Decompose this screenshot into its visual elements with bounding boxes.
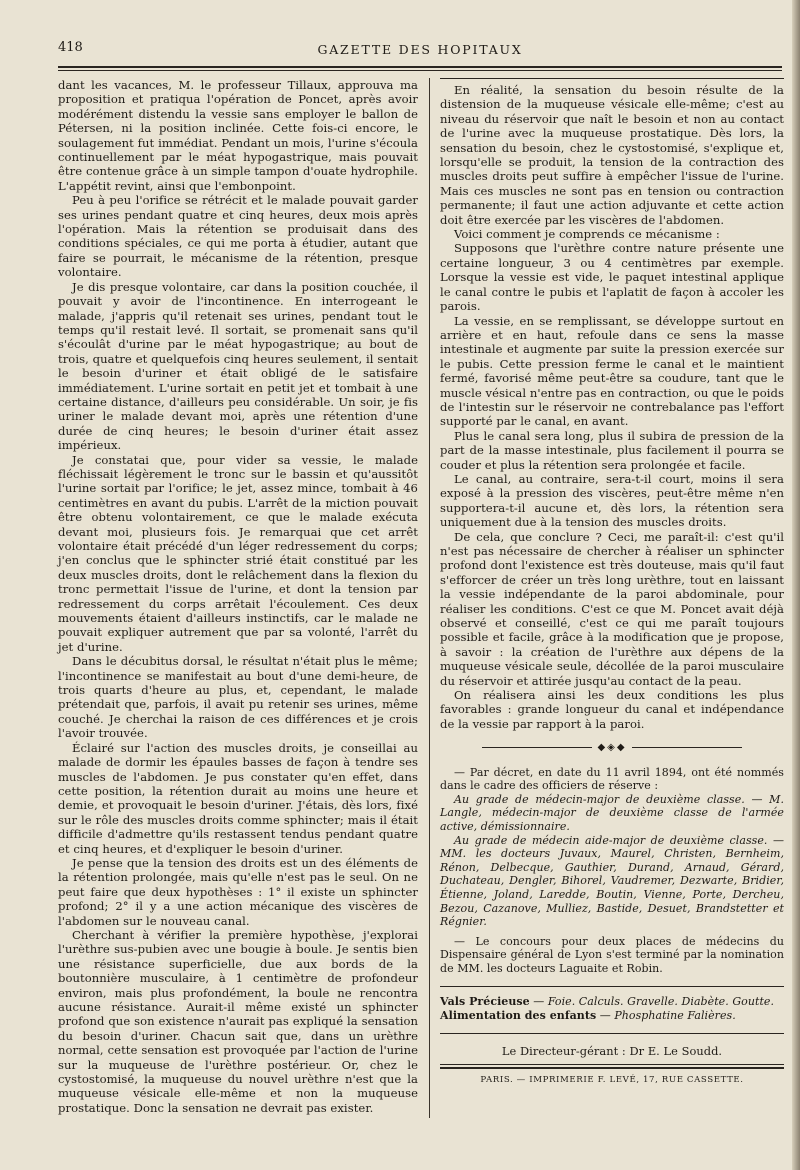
page-number: 418 (58, 40, 83, 55)
paragraph: Éclairé sur l'action des muscles droits, je conseillai au malade de dormir les épaules basses de façon à tendre ses muscles de l'abdomen. Je pus constater qu'en effet, dans cette position, la rétention durait au moins une heure et demie, et provoquait le besoin d'uriner. J'étais, dès lors, fixé sur le rôle des muscles droits comme sphincter; mais il était difficile d'admettre qu'ils restassent tendus pendant quatre et cinq heures, et d'expliquer le besoin d'uriner. (58, 740, 418, 856)
paragraph: La vessie, en se remplissant, se développe surtout en arrière et en haut, refoule dans ce sens la masse intestinale et augmente par suite la pression exercée sur le pubis. Cette pression ferme le canal et le maintient fermé, favorisé même peut-être sa coudure, tant que le muscle vésical n'entre pas en contraction, ou que le poids de l'intestin sur le réservoir ne contrebalance pas l'effort supporté par le canal, en avant. (440, 313, 784, 429)
paragraph: Plus le canal sera long, plus il subira de pression de la part de la masse intestinale, plus facilement il pourra se couder et plus la rétention sera prolongée et facile. (440, 428, 784, 472)
paragraph: Je dis presque volontaire, car dans la position couchée, il pouvait y avoir de l'incontinence. En interrogeant le malade, j'appris qu'il retenait ses urines, pendant tout le temps qu'il restait levé. Il sortait, se promenait sans qu'il s'écoulât d'urine par le méat hypogastrique; au bout de trois, quatre et quelquefois cinq heures seulement, il sentait le besoin d'uriner et était obligé de le satisfaire immédiatement. L'urine sortait en petit jet et tombait à une certaine distance, d'ailleurs peu considérable. Un soir, je fis uriner le malade devant moi, après une rétention d'une durée de cinq heures; le besoin d'uriner était assez impérieux. (58, 279, 418, 453)
news-item: Au grade de médecin aide-major de deuxième classe. — MM. les docteurs Juvaux, Maurel, Christen, Bernheim, Rénon, Delbecque, Gauthier, Durand, Arnaud, Gérard, Duchateau, Dengler, Bihorel, Vaudremer, Dezwarte, Bridier, Étienne, Joland, Laredde, Boutin, Vienne, Porte, Dercheu, Bezou, Cazanove, Mulliez, Bastide, Desuet, Brandstetter et Régnier. (440, 833, 784, 929)
page-spine-shadow (792, 0, 800, 1170)
left-column (58, 78, 418, 1115)
ads-separator (440, 986, 784, 987)
paragraph: Dans le décubitus dorsal, le résultat n'était plus le même; l'incontinence se manifestait au bout d'une demi-heure, de trois quarts d'heure au plus, et, cependant, le malade prétendait que, parfois, il avait pu retenir ses urines, même couché. Je cherchai la raison de ces différences et je crois l'avoir trouvée. (58, 654, 418, 741)
column-divider (429, 78, 430, 1118)
page-header (58, 40, 782, 62)
footer-rule (440, 1064, 784, 1065)
ad-text: — Phosphatine Falières. (596, 1008, 736, 1022)
printer-line: PARIS. — IMPRIMERIE F. LEVÉ, 17, RUE CASSETTE. (480, 1075, 744, 1085)
ad-brand: Vals Précieuse (440, 994, 530, 1008)
paragraph: Cherchant à vérifier la première hypothèse, j'explorai l'urèthre sus-pubien avec une bougie à boule. Je sentis bien une résistance superficielle, due aux bords de la boutonnière musculaire, à 1 centimètre de profondeur environ, mais plus profondément, la boule ne rencontra aucune résistance. Aurait-il même existé un sphincter profond que son existence n'aurait pas expliqué la sensation du besoin d'uriner. Chacun sait que, dans un urèthre normal, cette sensation est provoquée par l'action de l'urine sur la muqueuse de l'urèthre postérieur. Or, chez le cystostomisé, la muqueuse du nouvel urèthre n'est que la muqueuse vésicale elle-même et non la muqueuse prostatique. Donc la sensation ne devrait pas exister. (58, 927, 418, 1115)
ad-brand: Alimentation des enfants (440, 1008, 597, 1022)
news-item: Au grade de médecin-major de deuxième classe. — M. Langle, médecin-major de deuxième classe de l'armée active, démissionnaire. (440, 792, 784, 834)
paragraph: De cela, que conclure ? Ceci, me paraît-il: c'est qu'il n'est pas nécessaire de chercher à réaliser un sphincter profond dont l'existence est très douteuse, mais qu'il faut s'efforcer de créer un très long urèthre, tout en laissant la vessie indépendante de la paroi abdominale, pour réaliser les conditions. C'est ce que M. Poncet avait déjà observé et conseillé, c'est ce qui me paraît toujours possible et facile, grâce à la modification que je propose, à savoir : la création de l'urèthre aux dépens de la muqueuse vésicale seule, décollée de la paroi musculaire du réservoir et attirée jusqu'au contact de la peau. (440, 529, 784, 688)
header-rule-thin (58, 70, 782, 71)
paragraph: Je constatai que, pour vider sa vessie, le malade fléchissait légèrement le tronc sur le bassin et qu'aussitôt l'urine sortait par l'orifice; le jet, assez mince, tombait à 46 centimètres en avant du pubis. L'arrêt de la miction pouvait être obtenu volontairement, ce que le malade exécuta devant moi, plusieurs fois. Je remarquai que cet arrêt volontaire était précédé d'un léger redressement du corps; j'en conclus que le sphincter strié était constitué par les deux muscles droits, dont le relâchement dans la flexion du tronc permettait l'issue de l'urine, et dont la tension par redressement du corps arrêtait l'écoulement. Ces deux mouvements étaient d'ailleurs instinctifs, car le malade ne pouvait expliquer autrement que par sa volonté, l'arrêt du jet d'urine. (58, 452, 418, 654)
news-item: — Par décret, en date du 11 avril 1894, ont été nommés dans le cadre des officiers de réserve : (440, 765, 784, 793)
director-line: Le Directeur-gérant : Dr E. Le Soudd. (501, 1043, 723, 1058)
paragraph: Supposons que l'urèthre contre nature présente une certaine longueur, 3 ou 4 centimètres par exemple. Lorsque la vessie est vide, le paquet intestinal applique le canal contre le pubis et l'aplatit de façon à accoler les parois. (440, 241, 784, 314)
paragraph: Voici comment je comprends ce mécanisme : (454, 227, 720, 242)
header-rule (58, 66, 782, 68)
column-top-rule (440, 78, 784, 79)
ad-text: — Foie. Calculs. Gravelle. Diabète. Goutte. (529, 994, 775, 1008)
paragraph: dant les vacances, M. le professeur Tillaux, approuva ma proposition et pratiqua l'opération de Poncet, après avoir modérément distendu la vessie sans employer le ballon de Pétersen, ni la position inclinée. Cette fois-ci encore, le soulagement fut immédiat. Pendant un mois, l'urine s'écoula continuellement par le méat hypogastrique, mais pouvait être contenue grâce à un simple tampon d'ouate hydrophile. L'appétit revint, ainsi que l'embonpoint. (58, 78, 418, 193)
paragraph: Le canal, au contraire, sera-t-il court, moins il sera exposé à la pression des viscères, peut-être même n'en supportera-t-il aucune et, dès lors, la rétention sera uniquement due à la tension des muscles droits. (440, 471, 784, 530)
ads-separator-bottom (440, 1033, 784, 1034)
advertisement (440, 995, 784, 1009)
news-section (440, 766, 784, 976)
paragraph: On réalisera ainsi les deux conditions les plus favorables : grande longueur du canal et indépendance de la vessie par rapport à la paroi. (440, 688, 784, 731)
news-item: — Le concours pour deux places de médecins du Dispensaire général de Lyon s'est terminé par la nomination de MM. les docteurs Laguaite et Robin. (440, 934, 784, 975)
right-column (440, 78, 784, 1087)
footer-rule-thick (440, 1067, 784, 1069)
journal-title: GAZETTE DES HOPITAUX (317, 42, 523, 57)
paragraph: En réalité, la sensation du besoin résulte de la distension de la muqueuse vésicale elle-même; c'est au niveau du réservoir que naît le besoin et non au contact de l'urine avec la muqueuse prostatique. Dès lors, la sensation du besoin, chez le cystostomisé, s'explique et, lorsqu'elle se produit, la tension de la contraction des muscles droits peut suffire à empêcher l'issue de l'urine. Mais ces muscles ne sont pas en tension ou contraction permanente; il faut une action adjuvante et cette action doit être exercée par les viscères de l'abdomen. (440, 83, 784, 227)
section-ornament: ◆◈◆ (440, 741, 784, 755)
paragraph: Peu à peu l'orifice se rétrécit et le malade pouvait garder ses urines pendant quatre et cinq heures, deux mois après l'opération. Mais la rétention se produisait dans des conditions spéciales, ce qui me porta à étudier, autant que faire se pourrait, le mécanisme de la rétention, presque volontaire. (58, 193, 418, 280)
paragraph: Je pense que la tension des droits est un des éléments de la rétention prolongée, mais qu'elle n'est pas le seul. On ne peut faire que deux hypothèses : 1° il existe un sphincter profond; 2° il y a une action mécanique des viscères de l'abdomen sur le nouveau canal. (58, 855, 418, 928)
advertisement (440, 1009, 784, 1023)
